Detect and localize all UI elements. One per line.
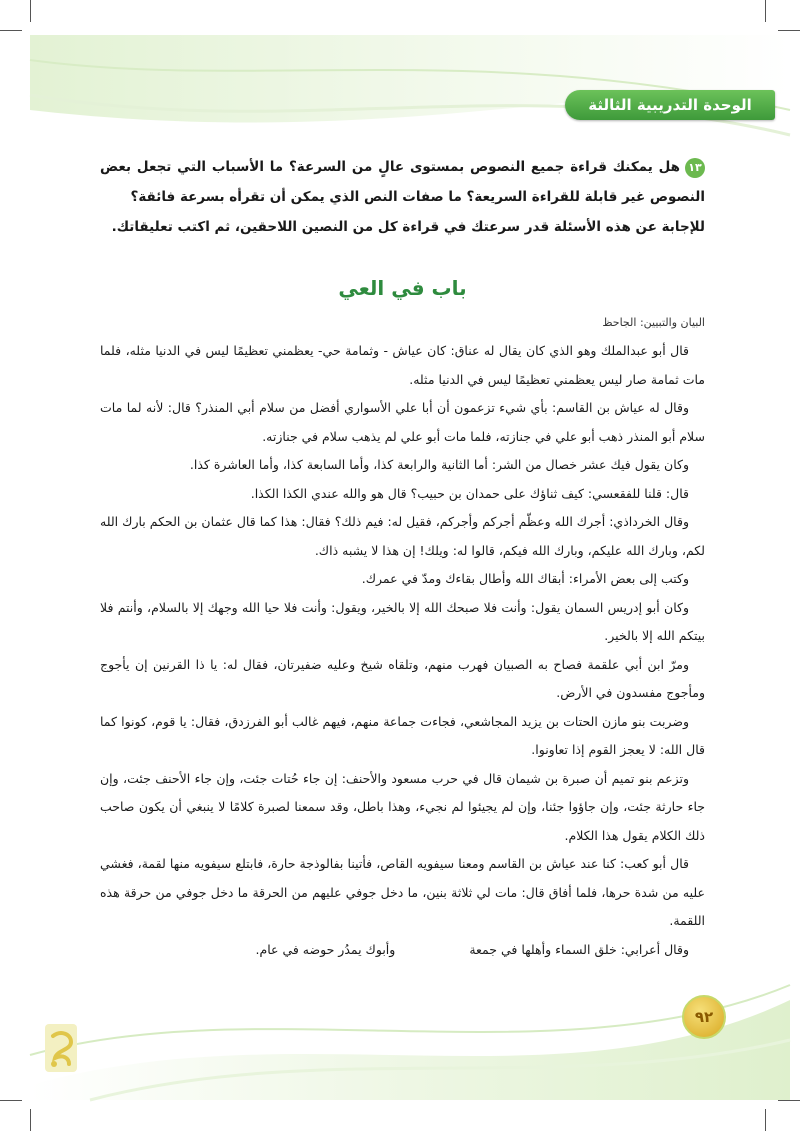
poem-second-hemistich: وأبوك يمدُر حوضه في عام. [255, 941, 396, 957]
article-paragraph: وضربت بنو مازن الحتات بن يزيد المجاشعي، فجاءت جماعة منهم، فيهم غالب أبو الفرزدق، فقال: يا قوم، كونوا كما قال الله: لا يعجز القوم إذا تعاونوا. [100, 713, 705, 757]
article-paragraph: قال: قلنا للفقعسي: كيف ثناؤك على حمدان بن حبيب؟ قال هو والله عندي الكذا الكذا. [250, 485, 689, 501]
article-paragraph: وكان يقول فيك عشر خصال من الشر: أما الثانية والرابعة كذا، وأما السابعة كذا، وأما العاشرة كذا. [189, 457, 689, 472]
article-paragraph: وكان أبو إدريس السمان يقول: وأنت فلا صبحك الله إلا بالخير، ويقول: وأنت فلا حيا الله وجهك إلا بالسلام، وأنتم فلا بيتكم الله إلا بالخير. [100, 599, 705, 643]
crop-mark [0, 30, 22, 31]
article-paragraph: ومرّ ابن أبي علقمة فصاح به الصبيان فهرب منهم، وتلقاه شيخ وعليه ضفيرتان، فقال له: يا ذا القرنين إن يأجوج ومأجوج مفسدون في الأرض. [100, 656, 705, 700]
crop-mark [778, 30, 800, 31]
question-line [100, 152, 705, 212]
question-number-badge: ١٣ [685, 158, 705, 178]
article-paragraph: قال أبو كعب: كنا عند عياش بن القاسم ومعنا سيفويه القاص، فأتينا بفالوذجة حارة، فابتلع سيفويه منها لقمة، فغشي عليه من شدة حرها، فلما أفاق قال: مات لي ثلاثة بنين، ما دخل جوفي عليهم من الحرقة ما دخل جوفي من حرقة هذه اللقمة. [100, 856, 705, 928]
crop-mark [765, 0, 766, 22]
question-text: هل يمكنك قراءة جميع النصوص بمستوى عالٍ من السرعة؟ ما الأسباب التي تجعل بعض النصوص غير قابلة للقراءة السريعة؟ ما صفات النص الذي يمكن أن تقرأه بسرعة فائقة؟ [100, 159, 705, 205]
page-number: ٩٢ [694, 1008, 714, 1026]
unit-title: الوحدة التدريبية الثالثة [588, 96, 752, 114]
question-block [100, 152, 705, 242]
article-source: البيان والتبيين: الجاحظ [602, 316, 705, 329]
crop-mark [30, 0, 31, 22]
unit-title-banner [565, 90, 775, 120]
crop-mark [778, 1100, 800, 1101]
article-paragraph: قال أبو عبدالملك وهو الذي كان يقال له عناق: كان عياش - وثمامة حي- يعظمني تعظيمًا ليس في الدنيا مثله، فلما مات ثمامة صار ليس يعظمني تعظيمًا ليس في الدنيا مثله. [100, 343, 705, 387]
article-paragraph: وكتب إلى بعض الأمراء: أبقاك الله وأطال بقاءك ومدّ في عمرك. [361, 571, 689, 586]
question-instruction: للإجابة عن هذه الأسئلة قدر سرعتك في قراءة كل من النصين اللاحقين، ثم اكتب تعليقاتك. [111, 219, 705, 235]
article-paragraph: وقال الخرداذي: أجرك الله وعظّم أجركم وأجركم، فقيل له: فيم ذلك؟ فقال: هذا كما قال عثمان بن الحكم بارك الله لكم، وبارك الله عليكم، وبارك الله فيكم، قالوا له: ويلك! إن هذا لا يشبه ذاك. [100, 514, 705, 558]
article-paragraph: وتزعم بنو تميم أن صبرة بن شيمان قال في حرب مسعود والأحنف: إن جاء حُتات جئت، وإن جاء الأحنف جئت، وإن جاء حارثة جئت، وإن جاؤوا جئنا، وإن لم يجيئوا لم نجيء، وهذا باطل، وقد سمعنا لصبرة كلامًا لا ينبغي أن يكون صاحب ذلك الكلام يقول هذا الكلام. [100, 770, 705, 843]
poem-first-hemistich: وقال أعرابي: خلق السماء وأهلها في جمعة [469, 941, 689, 957]
publisher-logo-icon [41, 1020, 81, 1076]
crop-mark [30, 1109, 31, 1131]
article-paragraph: وقال له عياش بن القاسم: بأي شيء تزعمون أن أبا علي الأسواري أفضل من سلام أبي المنذر؟ قال: لأنه لما مات سلام أبو المنذر ذهب أبو علي في جنازته، فلما مات أبو علي لم يذهب سلام في جنازته. [100, 400, 705, 444]
crop-mark [765, 1109, 766, 1131]
article-title: باب في العي [338, 276, 467, 300]
poem-verse [100, 936, 705, 965]
article-body [100, 337, 705, 964]
page-number-badge [682, 995, 726, 1039]
crop-mark [0, 1100, 22, 1101]
